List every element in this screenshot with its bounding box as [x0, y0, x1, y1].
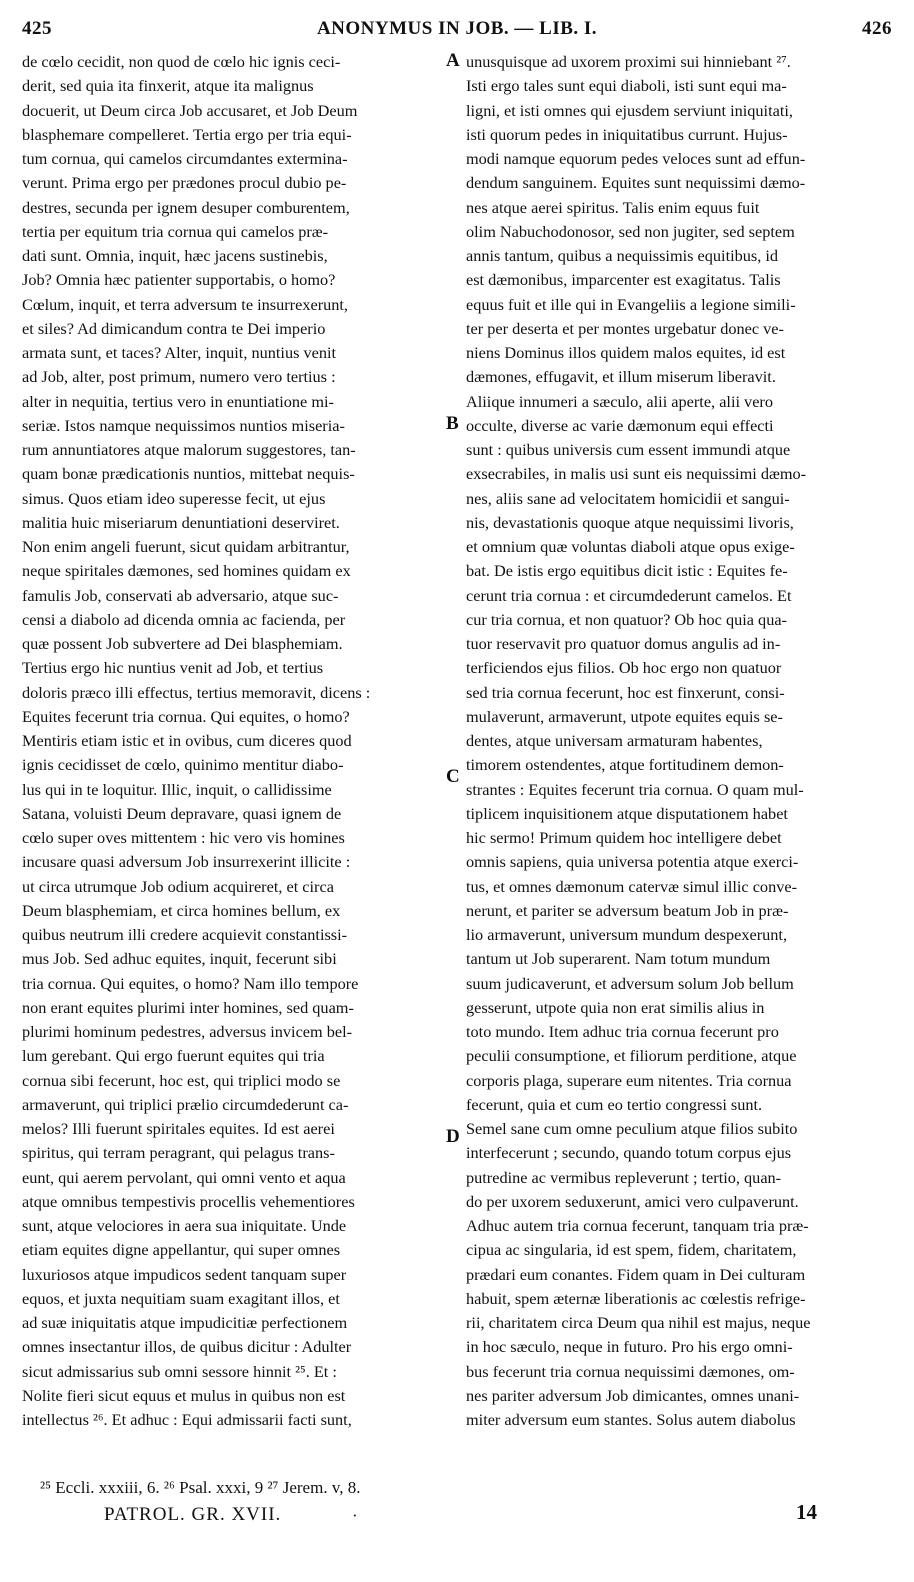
text-line: strantes : Equites fecerunt tria cornua. O quam mul- [466, 779, 804, 799]
text-line: censi a diabolo ad dicenda omnia ac facienda, per [22, 609, 346, 629]
text-line: ad Job, alter, post primum, numero vero tertius : [22, 367, 336, 387]
text-line: putredine ac vermibus repleverunt ; tertio, quan- [466, 1167, 782, 1187]
text-line: tria cornua. Qui equites, o homo? Nam illo tempore [22, 973, 359, 993]
text-line: nerunt, et pariter se adversum beatum Job in præ- [466, 900, 789, 920]
margin-letter-a: A [446, 50, 460, 71]
text-line: quam bonæ prædicationis nuntios, mittebat nequis- [22, 464, 355, 484]
text-line: alter in nequitia, tertius vero in enuntiatione mi- [22, 391, 334, 411]
text-line: terficiendos ejus filios. Ob hoc ergo non quatuor [466, 658, 782, 678]
text-line: sed tria cornua fecerunt, hoc est finxerunt, consi- [466, 682, 785, 702]
text-line: cœlo super oves mittentem : hic vero vis homines [22, 828, 345, 847]
text-line: niens Dominus illos quidem malos equites, id est [466, 343, 786, 362]
text-line: plurimi hominum pedestres, adversus invicem bel- [22, 1022, 353, 1041]
text-line: nis, devastationis quoque atque nequissimi livoris, [466, 512, 794, 532]
text-line: bat. De istis ergo equitibus dicit istic : Equites fe- [466, 561, 788, 581]
text-line: annis tantum, quibus a nequissimis equitibus, id [466, 246, 779, 265]
running-title: ANONYMUS IN JOB. — LIB. I. [316, 18, 598, 39]
text-line: nes pariter adversum Job dimicantes, omnes unani- [466, 1385, 800, 1405]
text-line: Aliique innumeri a sæculo, alii aperte, alii vero [466, 391, 773, 411]
text-line: olim Nabuchodonosor, sed non jugiter, sed septem [466, 221, 795, 241]
text-line: etiam equites digne appellantur, qui super omnes [22, 1240, 341, 1260]
text-line: dentes, atque universam armaturam habentes, [466, 731, 763, 750]
left-column [22, 50, 442, 1432]
text-line: bus fecerunt tria cornua nequissimi dæmones, om- [466, 1361, 795, 1381]
text-line: Isti ergo tales sunt equi diaboli, isti sunt equi ma- [466, 76, 787, 96]
text-line: peculii consumptione, et filiorum perditione, atque [466, 1046, 797, 1066]
page-number-right: 426 [862, 18, 892, 39]
text-line: habuit, spem æternæ liberationis ac cœlestis refrige- [466, 1288, 806, 1308]
text-line: omnis sapiens, quia universa potentia atque exerci- [466, 852, 799, 872]
text-line: Equites fecerunt tria cornua. Qui equites, o homo? [22, 706, 350, 726]
text-line: est dæmonibus, imparcenter est exagitatus. Talis [466, 270, 781, 290]
text-line: ligni, et isti omnes qui ejusdem serviunt iniquitati, [466, 100, 793, 120]
text-line: armata sunt, et taces? Alter, inquit, nuntius venit [22, 343, 337, 362]
text-line: doloris præco illi effectus, tertius memoravit, dicens : [22, 682, 371, 702]
text-line: Semel sane cum omne peculium atque filios subito [466, 1119, 798, 1138]
page-header [22, 18, 892, 44]
text-line: dendum sanguinem. Equites sunt nequissimi dæmo- [466, 173, 806, 193]
text-line: hic sermo! Primum quidem hoc intelligere debet [466, 828, 782, 847]
text-line: incusare quasi adversum Job insurrexerint illicite : [22, 852, 351, 872]
text-line: unusquisque ad uxorem proximi sui hinniebant ²⁷. [466, 52, 791, 71]
footnotes: ²⁵ Eccli. xxxiii, 6. ²⁶ Psal. xxxi, 9 ²⁷ Jerem. v, 8. [40, 1478, 361, 1497]
text-line: Deum blasphemiam, et circa homines bellum, ex [22, 900, 341, 920]
text-line: ter per deserta et per montes urgebatur donec ve- [466, 318, 784, 338]
text-line: gesserunt, utpote quia non erat similis alius in [466, 997, 765, 1017]
text-line: lio armaverunt, universum mundum despexerunt, [466, 925, 788, 944]
margin-letter-d: D [446, 1126, 460, 1147]
text-line: mus Job. Sed adhuc equites, inquit, fecerunt sibi [22, 949, 337, 969]
text-line: suum judicaverunt, et adversum solum Job bellum [466, 973, 794, 993]
text-line: atque omnibus tempestivis procellis vehementiores [22, 1191, 355, 1211]
text-line: isti quorum pedes in iniquitatibus currunt. Hujus- [466, 124, 788, 144]
text-line: cerunt tria cornua : et circumdederunt camelos. Et [466, 585, 792, 605]
text-line: tiplicem inquisitionem atque disputationem habet [466, 803, 788, 823]
text-line: Satana, voluisti Deum depravare, quasi ignem de [22, 803, 342, 823]
text-line: intellectus ²⁶. Et adhuc : Equi admissarii facti sunt, [22, 1410, 352, 1429]
text-line: timorem ostendentes, atque fortitudinem demon- [466, 755, 784, 775]
text-line: do per uxorem seduxerunt, amici vero culpaverunt. [466, 1191, 799, 1211]
text-line: destres, secunda per ignem desuper comburentem, [22, 197, 350, 217]
text-line: prædari eum conantes. Fidem quam in Dei culturam [466, 1264, 806, 1284]
text-line: neque spiritales dæmones, sed homines quidam ex [22, 561, 351, 581]
text-line: et siles? Ad dimicandum contra te Dei imperio [22, 318, 326, 338]
text-line: eunt, qui aerem pervolant, qui omni vento et aqua [22, 1167, 346, 1187]
text-line: melos? Illi fuerunt spiritales equites. Id est aerei [22, 1119, 335, 1138]
text-line: Non enim angeli fuerunt, sicut quidam arbitrantur, [22, 537, 350, 556]
text-line: armaverunt, qui triplici prælio circumdederunt ca- [22, 1094, 349, 1114]
right-column [466, 50, 892, 1432]
text-line: equos, et juxta nequitiam suam exagitant illos, et [22, 1288, 340, 1308]
text-line: tertia per equitum tria cornua qui camelos præ- [22, 221, 329, 241]
text-line: toto mundo. Item adhuc tria cornua fecerunt pro [466, 1022, 779, 1041]
text-line: tum cornua, qui camelos circumdantes extermina- [22, 149, 348, 168]
text-line: nes atque aerei spiritus. Talis enim equus fuit [466, 197, 760, 217]
text-line: dæmones, effugavit, et illum miserum liberavit. [466, 367, 776, 387]
text-line: omnes insectantur illos, de quibus dicitur : Adulter [22, 1337, 352, 1357]
text-line: interfecerunt ; secundo, quando totum corpus ejus [466, 1143, 792, 1163]
text-line: fecerunt, quia et cum eo tertio congressi sunt. [466, 1094, 763, 1114]
text-line: rii, charitatem circa Deum qua nihil est majus, neque [466, 1313, 811, 1332]
text-line: mulaverunt, armaverunt, utpote equites equis se- [466, 706, 783, 726]
text-line: simus. Quos etiam ideo superesse fecit, ut ejus [22, 488, 326, 508]
text-line: Nolite fieri sicut equus et mulus in quibus non est [22, 1385, 346, 1405]
text-line: modi namque equorum pedes veloces sunt ad effun- [466, 149, 806, 168]
text-line: cur tria cornua, et non quatuor? Ob hoc quia qua- [466, 609, 787, 629]
text-line: de cœlo cecidit, non quod de cœlo hic ignis ceci- [22, 52, 341, 71]
text-line: blasphemare compelleret. Tertia ergo per tria equi- [22, 124, 352, 144]
text-line: malitia huic miseriarum denuntiationi deserviret. [22, 512, 340, 532]
text-line: equus fuit et ille qui in Evangeliis a legione simili- [466, 294, 796, 314]
text-line: cipua ac singularia, id est spem, fidem, charitatem, [466, 1240, 797, 1260]
text-line: tuor reservavit pro quatuor domus angulis ad in- [466, 634, 781, 653]
text-line: ad suæ iniquitatis atque impudicitiæ perfectionem [22, 1313, 348, 1332]
page-number-left: 425 [22, 18, 52, 39]
text-line: lum gerebant. Qui ergo fuerunt equites qui tria [22, 1046, 325, 1066]
text-line: occulte, diverse ac varie dæmonum equi effecti [466, 415, 774, 435]
text-line: cornua sibi fecerunt, hoc est, qui triplici modo se [22, 1070, 341, 1090]
text-line: ignis cecidisset de cœlo, quinimo mentitur diabo- [22, 755, 344, 775]
text-line: sunt : quibus universis cum essent immundi atque [466, 440, 791, 459]
text-line: non erant equites plurimi inter homines, sed quam- [22, 997, 354, 1017]
text-line: nes, aliis sane ad velocitatem homicidii et sangui- [466, 488, 790, 508]
text-line: miter adversum eum stantes. Solus autem diabolus [466, 1410, 796, 1429]
text-line: dati sunt. Omnia, inquit, hæc jacens sustinebis, [22, 246, 328, 265]
margin-letter-c: C [446, 766, 460, 787]
text-line: ut circa utrumque Job odium acquireret, et circa [22, 876, 334, 896]
text-line: quæ possent Job subvertere ad Dei blasphemiam. [22, 634, 343, 653]
text-line: corporis plaga, superare eum nitentes. Tria cornua [466, 1070, 792, 1090]
text-line: seriæ. Istos namque nequissimos nuntios miseria- [22, 415, 345, 435]
text-line: exsecrabiles, in malis usi sunt eis nequissimi dæmo- [466, 464, 807, 484]
text-line: docuerit, ut Deum circa Job accusaret, et Job Deum [22, 100, 358, 120]
text-line: tus, et omnes dæmonum catervæ simul illic conve- [466, 876, 797, 896]
text-line: Job? Omnia hæc patienter supportabis, o homo? [22, 270, 336, 290]
text-line: spiritus, qui terram peragrant, qui pelagus trans- [22, 1143, 335, 1163]
text-line: luxuriosos atque impudicos sedent tanquam super [22, 1264, 347, 1284]
text-line: in hoc sæculo, neque in futuro. Pro his ergo omni- [466, 1337, 793, 1357]
margin-letter-b: B [446, 413, 459, 434]
text-line: et omnium quæ voluntas diaboli atque opus exige- [466, 537, 795, 556]
text-line: tantum ut Job superarent. Nam totum mundum [466, 949, 771, 969]
volume-reference: PATROL. GR. XVII. [104, 1504, 282, 1525]
text-line: Adhuc autem tria cornua fecerunt, tanquam tria præ- [466, 1216, 809, 1235]
text-line: famulis Job, conservati ab adversario, atque suc- [22, 585, 339, 605]
text-line: sunt, atque velociores in aera sua iniquitate. Unde [22, 1216, 347, 1235]
text-line: quibus neutrum illi credere acquievit constantissi- [22, 925, 348, 944]
text-line: Cœlum, inquit, et terra adversum te insurrexerunt, [22, 294, 348, 314]
text-line: lus qui in te loquitur. Illic, inquit, o callidissime [22, 779, 332, 799]
text-line: rum annuntiatores atque malorum suggestores, tan- [22, 440, 356, 459]
signature-mark: 14 [796, 1500, 817, 1524]
footer-dot: · [352, 1506, 358, 1525]
text-line: verunt. Prima ergo per prædones procul dubio pe- [22, 173, 347, 193]
text-line: derit, sed quia ita finxerit, atque ita malignus [22, 76, 314, 96]
text-line: Mentiris etiam istic et in ovibus, cum diceres quod [22, 731, 352, 750]
text-line: sicut admissarius sub omni sessore hinnit ²⁵. Et : [22, 1361, 337, 1381]
text-line: Tertius ergo hic nuntius venit ad Job, et tertius [22, 658, 324, 678]
